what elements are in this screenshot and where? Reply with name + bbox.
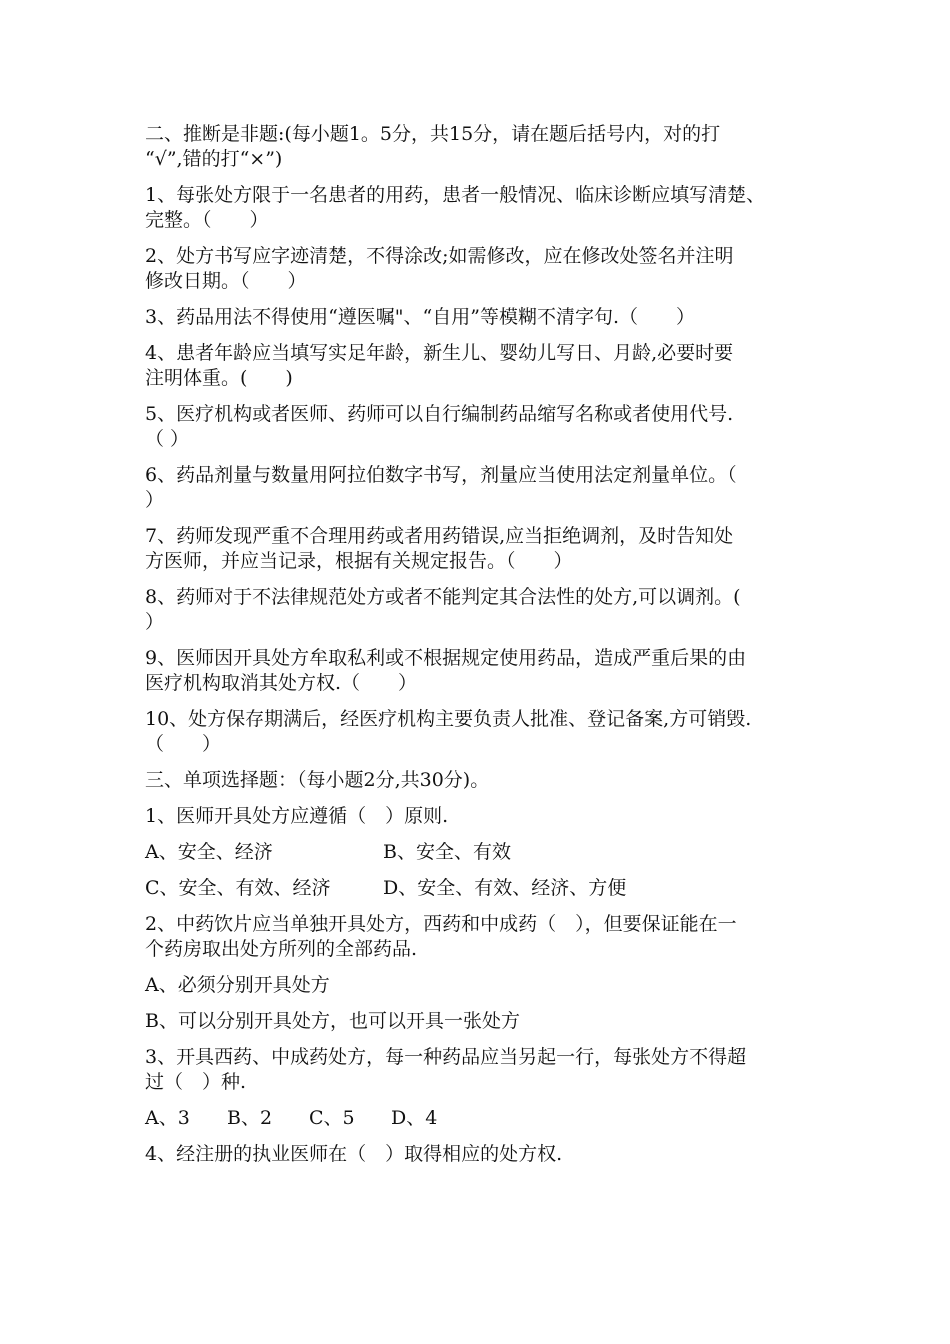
section-2-heading <box>145 122 830 172</box>
item-text-line: 注明体重。( ) <box>145 367 293 389</box>
item-text-line: （ ） <box>145 733 222 755</box>
option-d: D、安全、有效、经济、方便 <box>383 877 627 899</box>
item-text-line: 9、医师因开具处方牟取私利或不根据规定使用药品，造成严重后果的由 <box>145 647 747 669</box>
true-false-item-8 <box>145 585 830 635</box>
question-1-options-row-2 <box>145 876 830 901</box>
item-text-line: 修改日期。（ ） <box>145 270 307 292</box>
option-c: C、5 <box>309 1107 355 1129</box>
item-text-line: 6、药品剂量与数量用阿拉伯数字书写，剂量应当使用法定剂量单位。（ <box>145 464 737 486</box>
question-text-line: 个药房取出处方所列的全部药品. <box>145 938 418 960</box>
item-text-line: 方医师，并应当记录，根据有关规定报告。（ ） <box>145 550 573 572</box>
document-content <box>145 122 830 1167</box>
item-text-line: 医疗机构取消其处方权.（ ） <box>145 672 418 694</box>
option-b: B、可以分别开具处方，也可以开具一张处方 <box>145 1010 520 1032</box>
item-text-line: （ ） <box>145 428 190 450</box>
section-3-heading <box>145 768 830 793</box>
option-a: A、安全、经济 <box>145 841 273 863</box>
question-3-options <box>145 1106 830 1131</box>
heading-line: 二、推断是非题:(每小题1。5分，共15分，请在题后括号内，对的打 <box>145 123 721 145</box>
option-b: B、2 <box>227 1107 273 1129</box>
question-2-option-b <box>145 1009 830 1034</box>
item-text-line: 7、药师发现严重不合理用药或者用药错误,应当拒绝调剂，及时告知处 <box>145 525 734 547</box>
item-text-line: 8、药师对于不法律规范处方或者不能判定其合法性的处方,可以调剂。( <box>145 586 741 608</box>
question-3-stem <box>145 1045 830 1095</box>
true-false-item-6 <box>145 463 830 513</box>
item-text-line: 3、药品用法不得使用“遵医嘱"、“自用”等模糊不清字句.（ ） <box>145 306 696 328</box>
question-text-line: 1、医师开具处方应遵循（ ）原则. <box>145 805 449 827</box>
question-1-stem <box>145 804 830 829</box>
true-false-item-10 <box>145 707 830 757</box>
option-c: C、安全、有效、经济 <box>145 877 331 899</box>
heading-line: “√”,错的打“×”) <box>145 148 283 170</box>
true-false-item-3 <box>145 305 830 330</box>
option-a: A、3 <box>145 1107 190 1129</box>
item-text-line: 5、医疗机构或者医师、药师可以自行编制药品缩写名称或者使用代号. <box>145 403 734 425</box>
item-text-line: ） <box>145 611 165 633</box>
true-false-item-2 <box>145 244 830 294</box>
heading-line: 三、单项选择题：（每小题2分,共30分)。 <box>145 769 490 791</box>
option-b: B、安全、有效 <box>383 841 511 863</box>
option-d: D、4 <box>391 1107 438 1129</box>
question-text-line: 4、经注册的执业医师在（ ）取得相应的处方权. <box>145 1143 563 1165</box>
question-text-line: 过（ ）种. <box>145 1071 247 1093</box>
item-text-line: 10、处方保存期满后，经医疗机构主要负责人批准、登记备案,方可销毁. <box>145 708 752 730</box>
true-false-item-7 <box>145 524 830 574</box>
item-text-line: 2、处方书写应字迹清楚，不得涂改;如需修改，应在修改处签名并注明 <box>145 245 734 267</box>
item-text-line: ） <box>145 489 165 511</box>
true-false-item-1 <box>145 183 830 233</box>
true-false-item-4 <box>145 341 830 391</box>
true-false-item-9 <box>145 646 830 696</box>
item-text-line: 完整。（ ） <box>145 209 269 231</box>
item-text-line: 1、每张处方限于一名患者的用药，患者一般情况、临床诊断应填写清楚、 <box>145 184 766 206</box>
true-false-item-5 <box>145 402 830 452</box>
item-text-line: 4、患者年龄应当填写实足年龄，新生儿、婴幼儿写日、月龄,必要时要 <box>145 342 734 364</box>
question-text-line: 2、中药饮片应当单独开具处方，西药和中成药（ ），但要保证能在一 <box>145 913 737 935</box>
question-2-option-a <box>145 973 830 998</box>
question-4-stem <box>145 1142 830 1167</box>
question-text-line: 3、开具西药、中成药处方，每一种药品应当另起一行，每张处方不得超 <box>145 1046 747 1068</box>
question-2-stem <box>145 912 830 962</box>
option-a: A、必须分别开具处方 <box>145 974 330 996</box>
question-1-options-row-1 <box>145 840 830 865</box>
